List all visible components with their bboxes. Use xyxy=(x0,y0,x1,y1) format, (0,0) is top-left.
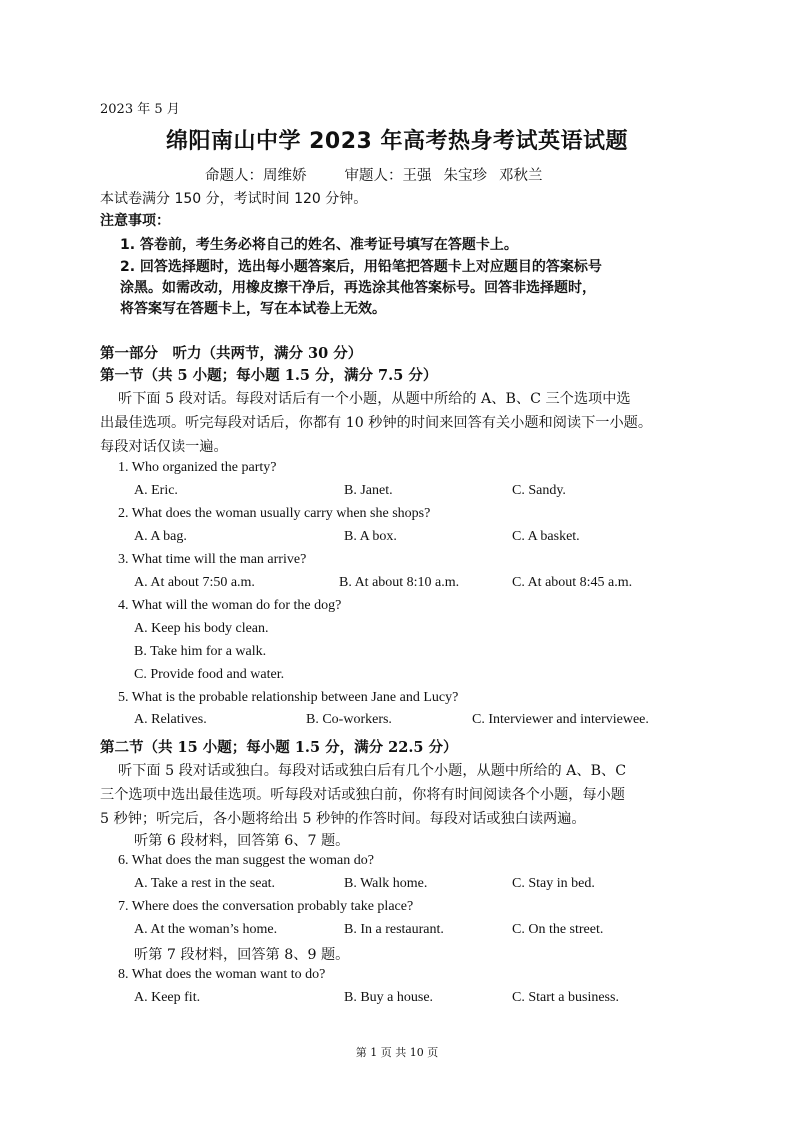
q4-option-b: B. Take him for a walk. xyxy=(134,644,267,659)
q2-option-b: B. A box. xyxy=(344,529,397,544)
author-label: 命题人：周维娇 xyxy=(205,168,307,184)
section1-instruction-3: 每段对话仅读一遍。 xyxy=(100,439,228,455)
q7-option-a: A. At the woman’s home. xyxy=(134,922,278,937)
q6-option-b: B. Walk home. xyxy=(344,876,428,891)
q6-option-c: C. Stay in bed. xyxy=(512,876,595,891)
exam-title: 绵阳南山中学 2023 年高考热身考试英语试题 xyxy=(165,129,629,154)
part1-title: 第一部分 听力（共两节，满分 30 分） xyxy=(100,345,363,362)
q7-option-c: C. On the street. xyxy=(512,922,604,937)
material-6-label: 听第 6 段材料，回答第 6、7 题。 xyxy=(134,833,350,849)
q5-option-a: A. Relatives. xyxy=(134,712,207,727)
reviewer-2: 朱宝珍 xyxy=(443,168,487,184)
reviewer-label: 审题人：王强 xyxy=(344,168,432,184)
q1-option-c: C. Sandy. xyxy=(512,483,566,498)
exam-date: 2023 年 5 月 xyxy=(100,102,180,117)
q3-option-c: C. At about 8:45 a.m. xyxy=(512,575,633,590)
q8-option-a: A. Keep fit. xyxy=(134,990,201,1005)
question-7: 7. Where does the conversation probably take place? xyxy=(118,899,414,914)
notice-title: 注意事项： xyxy=(100,213,170,229)
question-3: 3. What time will the man arrive? xyxy=(118,552,307,567)
material-7-label: 听第 7 段材料，回答第 8、9 题。 xyxy=(134,947,350,963)
note-4: 将答案写在答题卡上，写在本试卷上无效。 xyxy=(120,301,386,317)
section1-instruction-2: 出最佳选项。听完每段对话后，你都有 10 秒钟的时间来回答有关小题和阅读下一小题。 xyxy=(100,415,653,431)
q8-option-b: B. Buy a house. xyxy=(344,990,434,1005)
section2-instruction-1: 听下面 5 段对话或独白。每段对话或独白后有几个小题，从题中所给的 A、B、C xyxy=(118,763,627,779)
question-5: 5. What is the probable relationship between Jane and Lucy? xyxy=(118,690,459,705)
q8-option-c: C. Start a business. xyxy=(512,990,619,1005)
score-line: 本试卷满分 150 分，考试时间 120 分钟。 xyxy=(100,191,368,207)
question-6: 6. What does the man suggest the woman do? xyxy=(118,853,374,868)
question-4: 4. What will the woman do for the dog? xyxy=(118,598,342,613)
q1-option-a: A. Eric. xyxy=(134,483,178,498)
question-2: 2. What does the woman usually carry when she shops? xyxy=(118,506,431,521)
q2-option-c: C. A basket. xyxy=(512,529,580,544)
section1-title: 第一节（共 5 小题；每小题 1.5 分，满分 7.5 分） xyxy=(100,367,438,384)
q2-option-a: A. A bag. xyxy=(134,529,187,544)
q7-option-b: B. In a restaurant. xyxy=(344,922,444,937)
question-1: 1. Who organized the party? xyxy=(118,460,277,475)
q3-option-a: A. At about 7:50 a.m. xyxy=(134,575,255,590)
q1-option-b: B. Janet. xyxy=(344,483,393,498)
q5-option-b: B. Co-workers. xyxy=(306,712,392,727)
section2-title: 第二节（共 15 小题；每小题 1.5 分，满分 22.5 分） xyxy=(100,739,458,756)
section2-instruction-2: 三个选项中选出最佳选项。听每段对话或独白前，你将有时间阅读各个小题，每小题 xyxy=(100,787,625,803)
q4-option-a: A. Keep his body clean. xyxy=(134,621,269,636)
section2-instruction-3: 5 秒钟；听完后，各小题将给出 5 秒钟的作答时间。每段对话或独白读两遍。 xyxy=(100,811,586,827)
note-2: 2. 回答选择题时，选出每小题答案后，用铅笔把答题卡上对应题目的答案标号 xyxy=(120,259,602,275)
reviewer-3: 邓秋兰 xyxy=(499,168,543,184)
q3-option-b: B. At about 8:10 a.m. xyxy=(339,575,460,590)
q6-option-a: A. Take a rest in the seat. xyxy=(134,876,276,891)
note-1: 1. 答卷前，考生务必将自己的姓名、准考证号填写在答题卡上。 xyxy=(120,237,518,253)
question-8: 8. What does the woman want to do? xyxy=(118,967,326,982)
q5-option-c: C. Interviewer and interviewee. xyxy=(472,712,649,727)
note-3: 涂黑。如需改动，用橡皮擦干净后，再选涂其他答案标号。回答非选择题时， xyxy=(120,280,596,296)
section1-instruction-1: 听下面 5 段对话。每段对话后有一个小题，从题中所给的 A、B、C 三个选项中选 xyxy=(118,391,631,407)
author-line xyxy=(205,164,581,185)
page-number: 第 1 页 共 10 页 xyxy=(355,1046,439,1059)
q4-option-c: C. Provide food and water. xyxy=(134,667,285,682)
